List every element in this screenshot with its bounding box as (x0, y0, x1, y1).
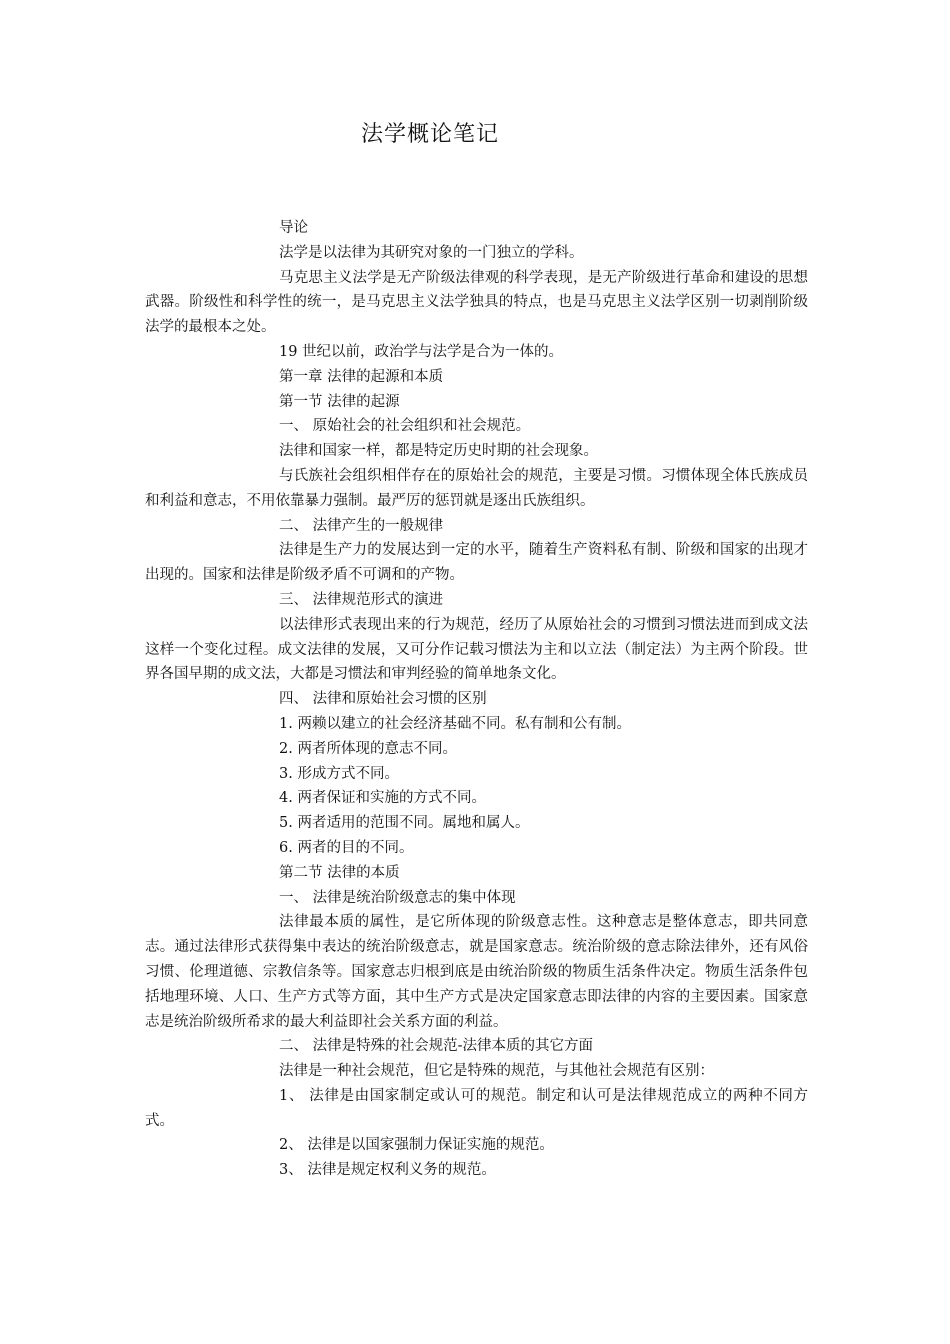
paragraph: 与氏族社会组织相伴存在的原始社会的规范，主要是习惯。习惯体现全体氏族成员和利益和意志，不用依靠暴力强制。最严厉的惩罚就是逐出氏族组织。 (145, 467, 808, 509)
paragraph: 法律和国家一样，都是特定历史时期的社会现象。 (279, 443, 598, 460)
list-item: 1. 两赖以建立的社会经济基础不同。私有制和公有制。 (279, 715, 631, 732)
list-item: 6. 两者的目的不同。 (279, 839, 414, 856)
section-heading-intro: 导论 (279, 220, 308, 236)
paragraph: 马克思主义法学是无产阶级法律观的科学表现，是无产阶级进行革命和建设的思想武器。阶级性和科学性的统一，是马克思主义法学独具的特点，也是马克思主义法学区别一切剥削阶级法学的最根本之处。 (145, 269, 808, 336)
chapter-heading: 第一章 法律的起源和本质 (279, 368, 444, 385)
document-body (145, 216, 808, 1183)
subsection-heading: 三、 法律规范形式的演进 (279, 591, 444, 608)
list-item: 2、 法律是以国家强制力保证实施的规范。 (279, 1137, 554, 1154)
subsection-heading: 二、 法律产生的一般规律 (279, 517, 444, 534)
section-heading: 第一节 法律的起源 (279, 393, 400, 410)
list-item: 4. 两者保证和实施的方式不同。 (279, 790, 486, 807)
list-item: 3、 法律是规定权利义务的规范。 (279, 1162, 496, 1179)
subsection-heading: 一、 原始社会的社会组织和社会规范。 (279, 418, 531, 435)
list-item: 2. 两者所体现的意志不同。 (279, 740, 457, 757)
paragraph: 法学是以法律为其研究对象的一门独立的学科。 (279, 244, 584, 261)
paragraph: 法律最本质的属性，是它所体现的阶级意志性。这种意志是整体意志，即共同意志。通过法律形式获得集中表达的统治阶级意志，就是国家意志。统治阶级的意志除法律外，还有风俗习惯、伦理道德、宗教信条等。国家意志归根到底是由统治阶级的物质生活条件决定。物质生活条件包括地理环境、人口、生产方式等方面，其中生产方式是决定国家意志即法律的内容的主要因素。国家意志是统治阶级所希求的最大利益即社会关系方面的利益。 (145, 914, 808, 1030)
paragraph: 法律是一种社会规范，但它是特殊的规范，与其他社会规范有区别： (279, 1063, 714, 1080)
paragraph: 以法律形式表现出来的行为规范，经历了从原始社会的习惯到习惯法进而到成文法这样一个变化过程。成文法律的发展，又可分作记载习惯法为主和以立法（制定法）为主两个阶段。世界各国早期的成文法，大都是习惯法和审判经验的简单地条文化。 (145, 616, 808, 683)
paragraph: 19 世纪以前，政治学与法学是合为一体的。 (279, 343, 564, 360)
subsection-heading: 一、 法律是统治阶级意志的集中体现 (279, 889, 516, 906)
document-title: 法学概论笔记 (361, 122, 500, 147)
paragraph: 法律是生产力的发展达到一定的水平，随着生产资料私有制、阶级和国家的出现才出现的。国家和法律是阶级矛盾不可调和的产物。 (145, 542, 808, 584)
list-item: 3. 形成方式不同。 (279, 765, 399, 782)
list-item: 5. 两者适用的范围不同。属地和属人。 (279, 815, 530, 832)
list-item: 1、 法律是由国家制定或认可的规范。制定和认可是法律规范成立的两种不同方式。 (145, 1087, 808, 1129)
subsection-heading: 二、 法律是特殊的社会规范-法律本质的其它方面 (279, 1038, 594, 1055)
subsection-heading: 四、 法律和原始社会习惯的区别 (279, 691, 487, 708)
section-heading: 第二节 法律的本质 (279, 864, 400, 881)
